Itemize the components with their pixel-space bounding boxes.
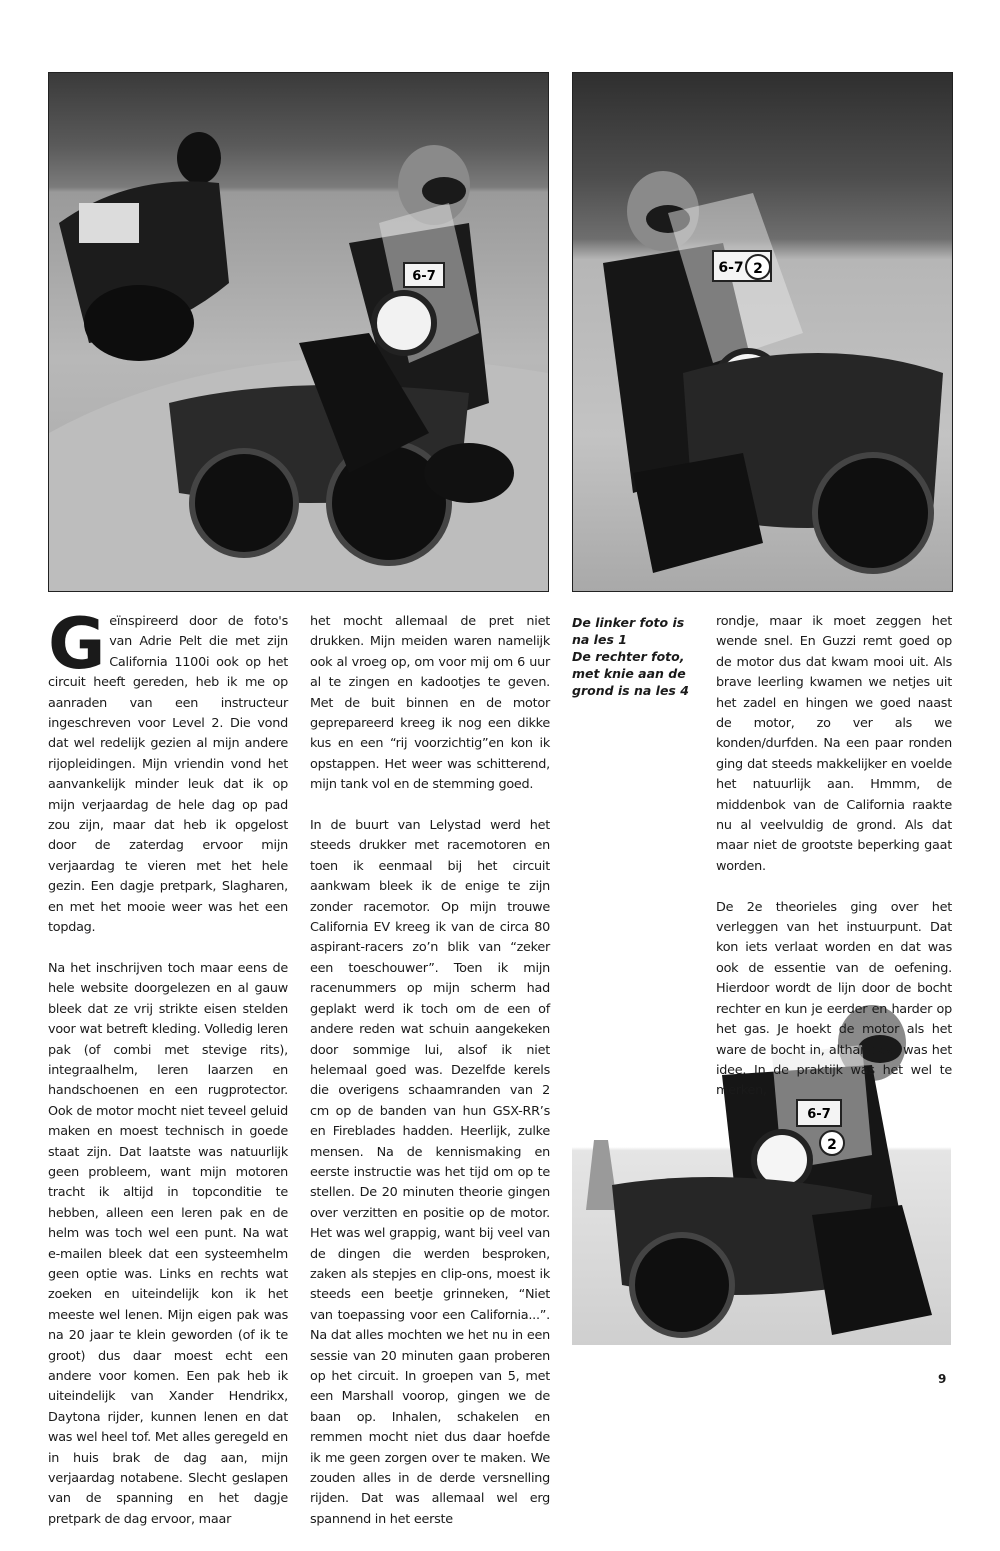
article-paragraph-3: het mocht allemaal de pret niet drukken. Mijn meiden waren namelijk ook al vroeg op, om voor mij om 6 uur al te zingen en kadootjes te geven. Met de buit binnen en de motor geprepareerd kreeg ik nog een dikke kus en een “rij voorzichtig”en kon ik opstappen. Het weer was schitterend, mijn tank vol en de stemming goed.: [310, 614, 550, 793]
article-paragraph-1-text: eïnspireerd door de foto's van Adrie Pelt die met zijn California 1100i ook op het circuit heeft gereden, heb ik me op aanraden van een instructeur ingeschreven voor Level 2. Die vond dat wel redelijk gezien al mijn andere rijopleidingen. Mijn vriendin vond het aanvankelijk minder leuk dat ik op mijn verjaardag de hele dag op pad zou zijn, maar dat heb ik opgelost door de zaterdag ervoor mijn verjaardag te vieren met het hele gezin. Een dagje pretpark, Slagharen, en met het mooie weer was het een topdag.: [48, 614, 288, 936]
traffic-cone: [586, 1140, 618, 1210]
article-paragraph-6: De 2e theorieles ging over het verleggen van het instuurpunt. Dat kon iets verlaat worden en dat was ook de essentie van de oefening. Hierdoor wordt de lijn door de bocht rechter en kun je eerder en harder op het gas. Je hoekt de motor als het ware de bocht in, althans dat was het idee. In de praktijk was het wel te merken,: [716, 899, 952, 1099]
article-paragraph-2: Na het inschrijven toch maar eens de hele website doorgelezen en al gauw bleek dat ze vrij strikte eisen stelden voor wat betreft kleding. Volledig leren pak (of combi met stevige rits), integraalhelm, leren laarzen en handschoenen en een rugprotector. Ook de motor mocht niet teveel geluid maken en moest technisch in goede staat zijn. Dat laatste was natuurlijk geen probleem, want mijn motoren tracht ik altijd in topconditie te hebben, alleen een leren pak en de helm was toch wel een punt. Na wat e-mailen bleek dat een systeemhelm geen optie was. Links en rechts wat zoeken en uiteindelijk kon ik het meeste wel lenen. Mijn eigen pak was na 20 jaar te klein geworden (of ik te groot) dus daar moest echt een andere voor komen. Een pak heb ik uiteindelijk van Xander Hendrikx, Daytona rijder, kunnen lenen en dat was wel heel tof. Met alles geregeld en in huis brak de dag aan, mijn verjaardag notabene. Slecht geslapen van de spanning en het dagje pretpark de dag ervoor, maar: [48, 960, 288, 1527]
photo-right-illustration: [573, 73, 952, 591]
photo-right-knee-down: [572, 72, 953, 592]
page-number: 9: [938, 1372, 947, 1386]
dropcap-letter: G: [48, 603, 106, 685]
race-number-plate: 6-7: [807, 1107, 831, 1122]
article-paragraph-4: In de buurt van Lelystad werd het steeds drukker met racemotoren en toen ik eenmaal bij het circuit aankwam bleek ik de enige te zijn zonder racemotor. Op mijn trouwe California EV kreeg ik van de circa 80 aspirant-racers zo’n blik van “zeker een toeschouwer”. Toen ik mijn racenummers op mijn scherm had geplakt werd ik toch om de een of andere reden wat schuin aangekeken door sommige lui, alsof ik niet helemaal goed was. Dezelfde kerels die overigens schaamranden van 2 cm op de banden van hun GSX-RR’s en Fireblades hadden. Heerlijk, zulke mensen. Na de kennismaking en eerste instructie was het tijd om op te stellen. De 20 minuten theorie gingen over verzitten en positie op de motor. Het was wel grappig, want bij veel van de dingen die werden besproken, zaken als stepjes en clip-ons, moest ik steeds een beetje grinneken, “Niet van toepassing voor een California...”. Na dat alles mochten we het nu in een sessie van 20 minuten gaan proberen op het circuit. In groepen van 5, met een Marshall voorop, gingen we de baan op. Inhalen, schakelen en remmen mocht niet dus daar hoefde ik me geen zorgen over te maken. We zouden alles in de derde versnelling rijden. Dat was allemaal wel erg spannend in het eerste: [310, 818, 550, 1527]
photo-caption-line-2: De rechter foto, met knie aan de grond is na les 4: [572, 649, 689, 698]
photo-left-illustration: [49, 73, 548, 591]
photo-left-riders-cornering: [48, 72, 549, 592]
article-column-1: [48, 603, 288, 1551]
photo-caption-line-1: De linker foto is na les 1: [572, 615, 685, 647]
article-paragraph-1: [48, 603, 288, 939]
race-number-circle: 2: [753, 261, 763, 277]
race-number-plate: 6-7: [718, 260, 744, 276]
photo-caption: [572, 614, 702, 699]
knee-down-rider: [603, 171, 943, 573]
article-column-3: [716, 612, 952, 1122]
article-column-2: [310, 612, 550, 1551]
race-number-plate: 6-7: [412, 269, 436, 284]
race-number-circle: 2: [827, 1137, 837, 1153]
background-rider: [59, 132, 229, 361]
article-paragraph-5: rondje, maar ik moet zeggen het wende snel. En Guzzi remt goed op de motor dus dat kwam mooi uit. Als brave leerling kwamen we netjes uit het zadel en hingen we goed naast de motor, zo ver als we konden/durfden. Na een paar ronden ging dat steeds makkelijker en voelde het natuurlijk aan. Hmmm, de middenbok van de California raakte nu al veelvuldig de grond. Als dat maar niet de grootste beperking gaat worden.: [716, 614, 952, 874]
